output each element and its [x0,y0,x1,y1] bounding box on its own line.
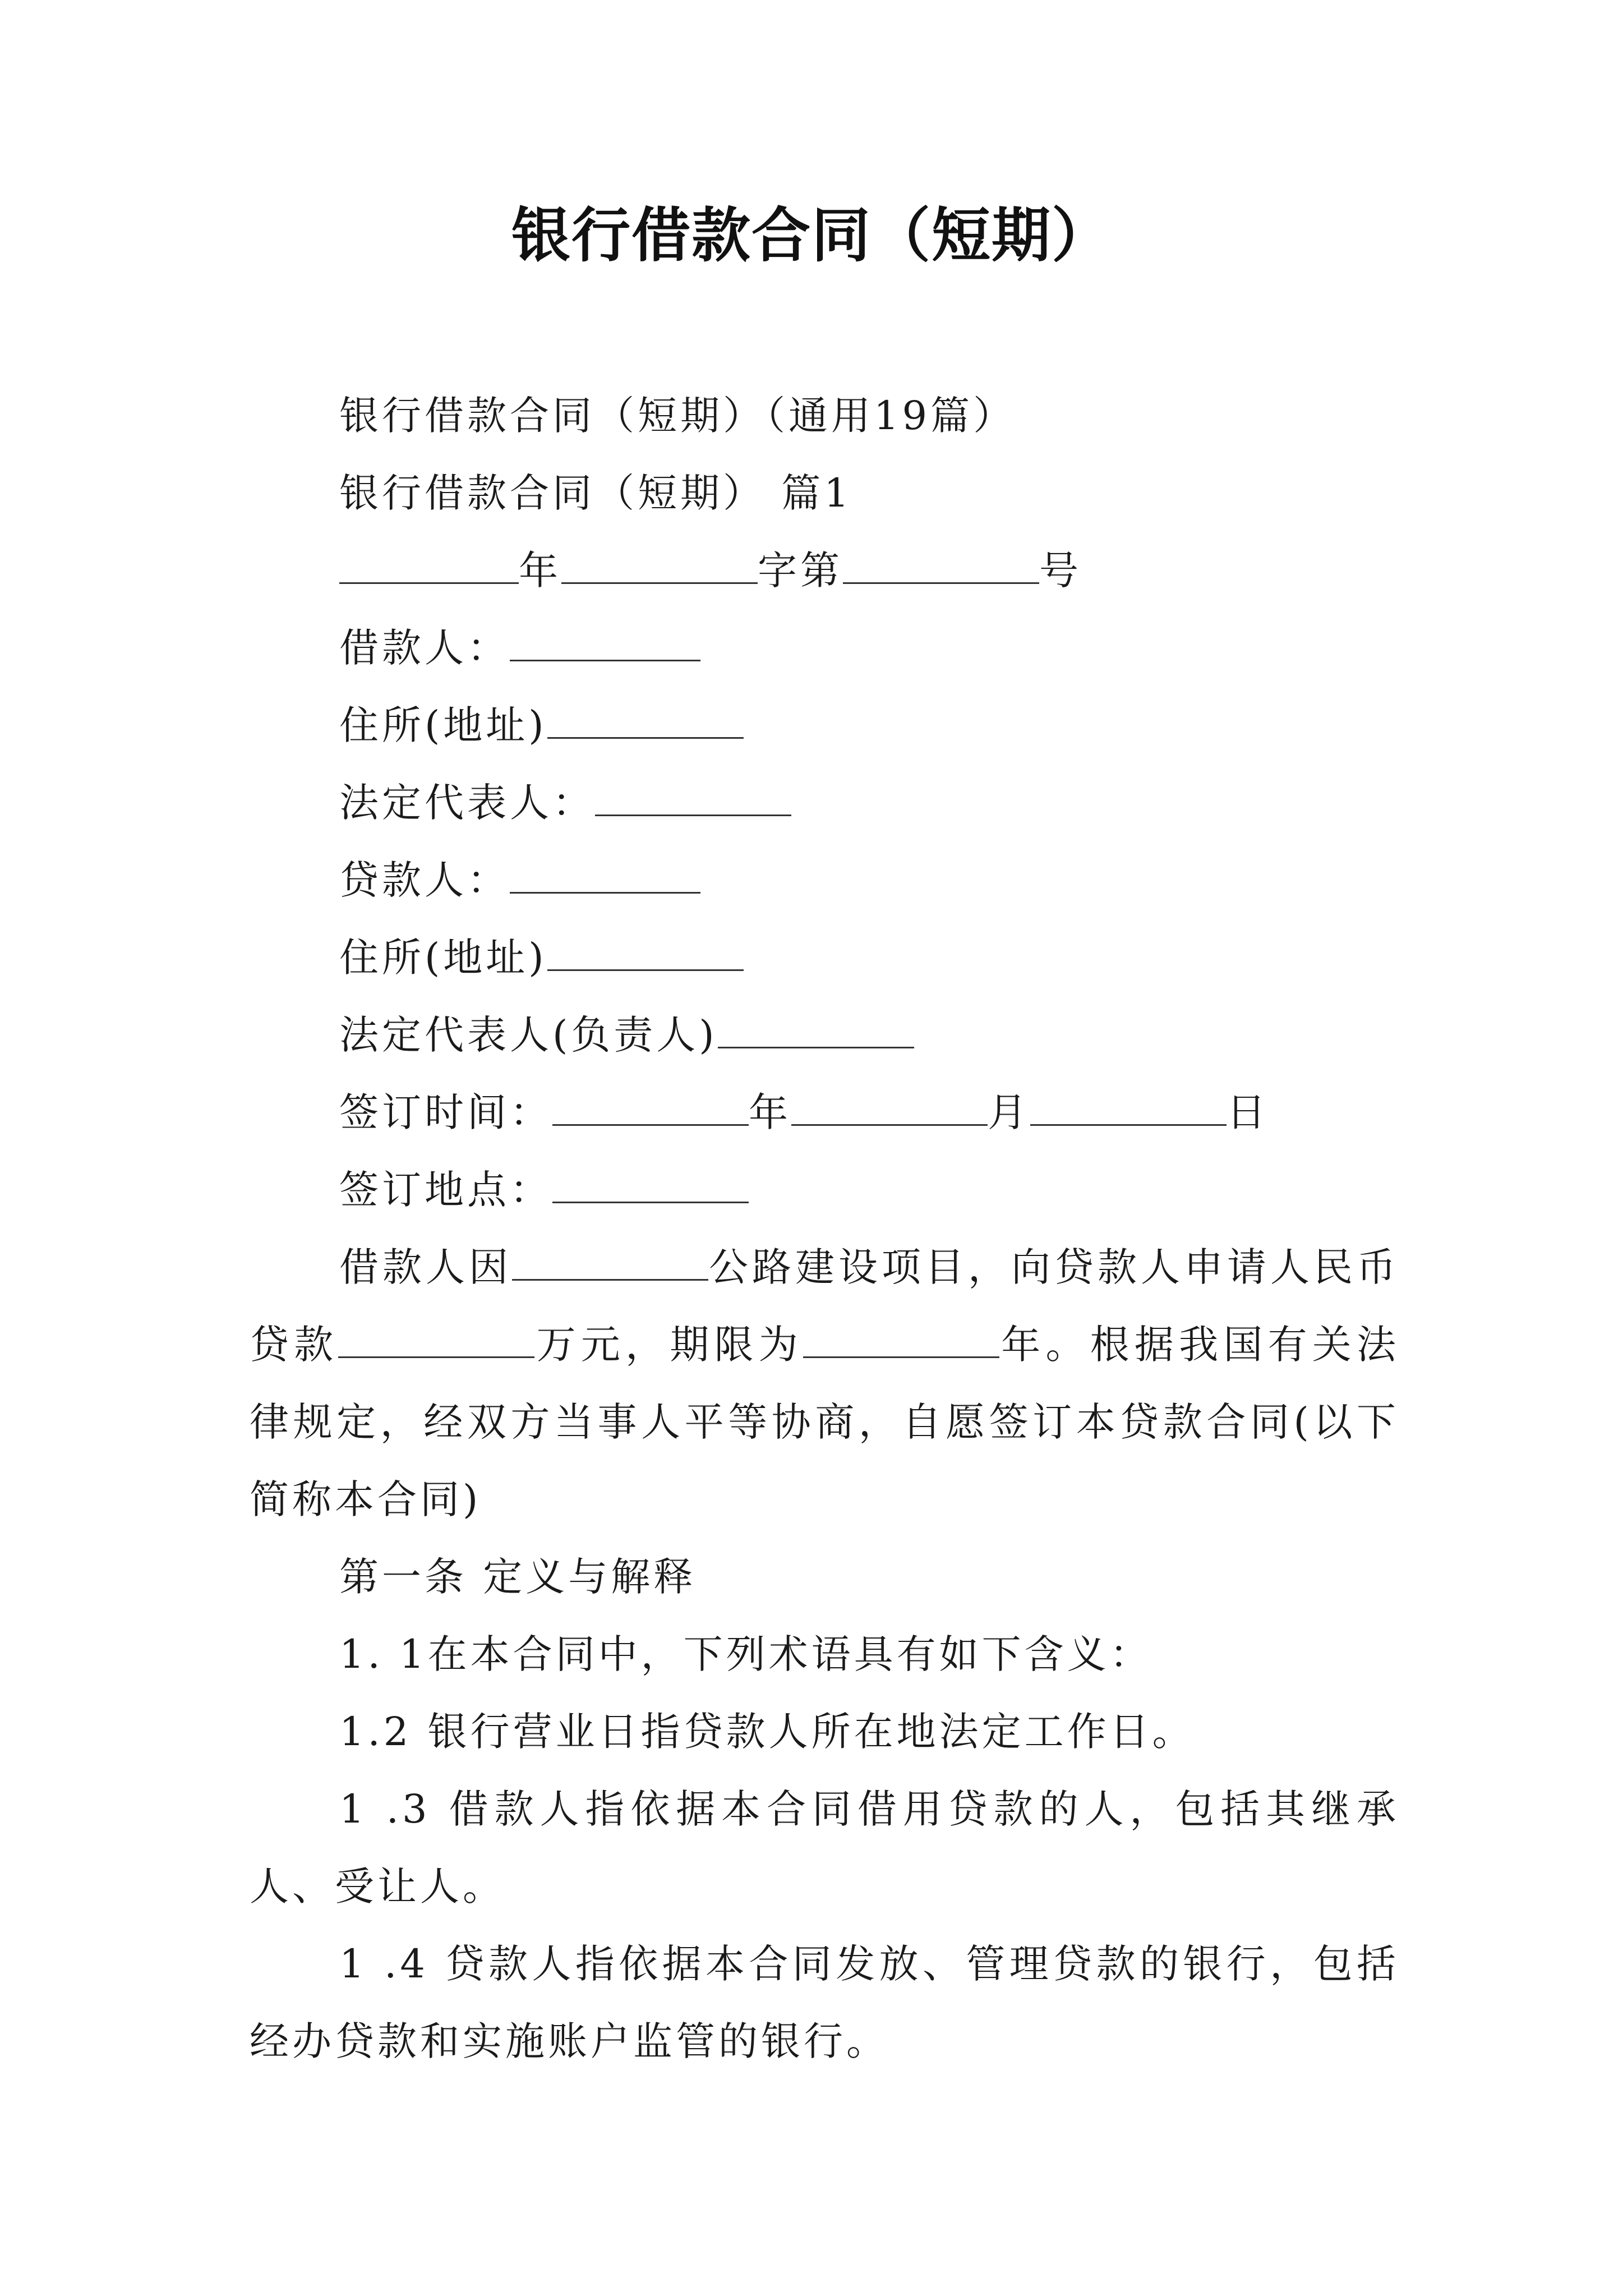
subtitle-line: 银行借款合同（短期）（通用19篇） [339,393,1016,439]
blank-field [339,550,519,584]
borrower-address-line: 住所(地址) [250,687,1399,764]
blank-field [791,1092,988,1126]
article-heading: 第一条 定义与解释 [339,1554,697,1600]
blank-field [1030,1092,1227,1126]
blank-field [547,937,744,971]
clause-1-3: 1 .3 借款人指依据本合同借用贷款的人，包括其继承人、受让人。 [250,1786,1399,1910]
blank-field [843,550,1039,584]
blank-field [561,550,758,584]
document-title: 银行借款合同（短期） [511,201,1112,270]
section-heading: 银行借款合同（短期） 篇1 [339,470,852,516]
blank-field [718,1014,914,1048]
clause-1-4: 1 .4 贷款人指依据本合同发放、管理贷款的银行，包括经办贷款和实施账户监管的银行。 [250,1941,1399,2064]
blank-field [510,627,700,661]
borrower-line: 借款人： [250,609,1399,687]
intro-paragraph: 借款人因 公路建设项目，向贷款人申请人民币贷款 万元，期限为 年。根据我国有关法律规定，经双方当事人平等协商，自愿签订本贷款合同(以下简称本合同) [250,1244,1400,1522]
sign-time-line: 签订时间： 年 月 日 [339,1089,1269,1135]
sign-place-line: 签订地点： [250,1151,1399,1228]
blank-field [547,705,744,739]
clause-1-2: 1.2 银行营业日指贷款人所在地法定工作日。 [339,1709,1195,1755]
blank-field [552,1169,749,1203]
document-body [250,377,1399,2080]
lender-line: 贷款人： [250,841,1399,919]
borrower-rep-line: 法定代表人： [250,764,1399,841]
lender-address-line: 住所(地址) [250,919,1399,996]
blank-field [552,1092,749,1126]
blank-field [803,1324,999,1358]
blank-field [512,1246,708,1281]
contract-number-line: 年 字第 号 [250,532,1399,609]
blank-field [338,1324,534,1358]
lender-rep-line: 法定代表人(负责人) [250,996,1399,1074]
blank-field [510,859,700,894]
blank-field [595,782,791,816]
clause-1-1: 1. 1在本合同中，下列术语具有如下含义： [339,1631,1152,1677]
